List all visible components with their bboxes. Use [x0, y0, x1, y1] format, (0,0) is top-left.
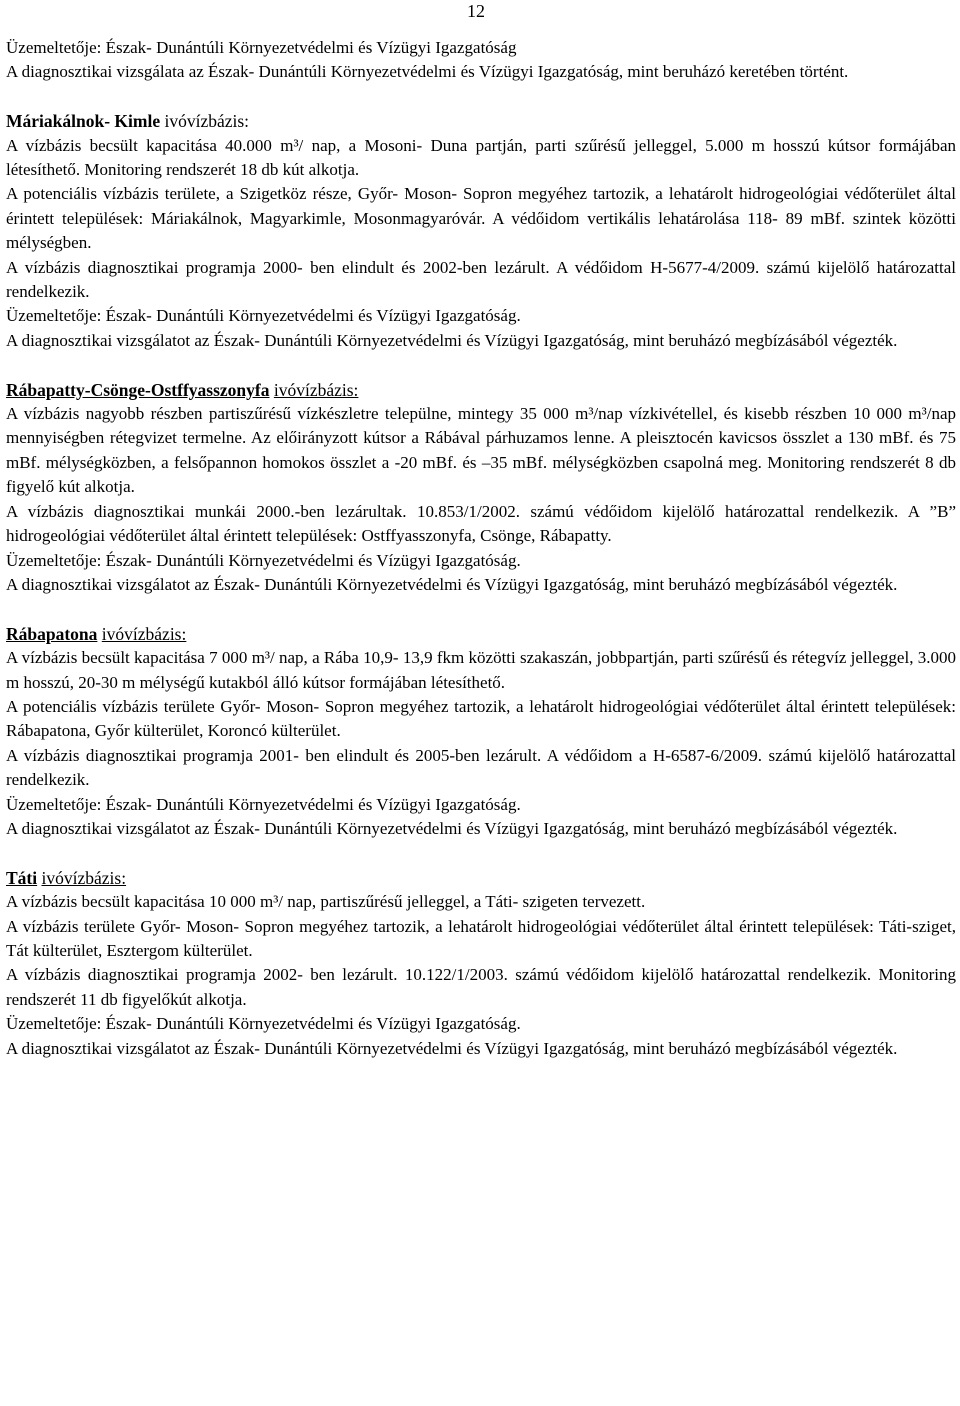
section-heading-name: Máriakálnok- Kimle	[6, 111, 161, 132]
paragraph-program: A vízbázis diagnosztikai programja 2001- ben elindult és 2005-ben lezárult. A védőidom a H-6587-6/2009. számú kijelölő határozattal rendelkezik.	[6, 745, 956, 790]
intro-section	[6, 36, 956, 85]
section-heading-kind: ivóvízbázis:	[101, 623, 187, 644]
paragraph-operator: Üzemeltetője: Észak- Dunántúli Környezetvédelmi és Vízügyi Igazgatóság.	[6, 550, 521, 570]
intro-operator: Üzemeltetője: Észak- Dunántúli Környezetvédelmi és Vízügyi Igazgatóság	[6, 38, 517, 57]
section-heading-kind: ivóvízbázis:	[41, 867, 127, 888]
spacer	[6, 85, 956, 109]
paragraph-area: A potenciális vízbázis területe Győr- Moson- Sopron megyéhez tartozik, a lehatárolt hidrogeológiai védőterület által érintett települések: Rábapatona, Győr külterület, Koroncó külterület.	[6, 696, 956, 741]
paragraph-program: A vízbázis diagnosztikai munkái 2000.-ben lezárultak. 10.853/1/2002. számú védőidom kijelölő határozattal rendelkezik. A ”B” hidrogeológiai védőterület által érintett települések: Ostffyasszonyfa, Csönge, Rábapatty.	[6, 501, 956, 546]
paragraph-operator: Üzemeltetője: Észak- Dunántúli Környezetvédelmi és Vízügyi Igazgatóság.	[6, 306, 521, 326]
page-number: 12	[467, 1, 485, 21]
paragraph-capacity: A vízbázis becsült kapacitása 10 000 m³/ nap, partiszűrésű jelleggel, a Táti- szigeten tervezett.	[6, 892, 646, 912]
paragraph-capacity: A vízbázis nagyobb részben partiszűrésű vízkészletre települne, mintegy 35 000 m³/nap vízkivétellel, és kisebb részben 10 000 m³/nap mennyiségben rétegvizet termelne. Az előirányzott kútsor a Rábával párhuzamos lenne. A pleisztocén kavicsos összlet a 130 mBf. és 75 mBf. mélységközben, a felsőpannon homokos összlet a -20 mBf. és –35 mBf. mélységközben csapolná meg. Monitoring rendszerét 8 db figyelő kút alkotja.	[6, 404, 956, 497]
section-heading	[6, 109, 956, 133]
document-body	[6, 36, 956, 1061]
paragraph-program: A vízbázis diagnosztikai programja 2002- ben lezárult. 10.122/1/2003. számú védőidom kijelölő határozattal rendelkezik. Monitoring rendszerét 11 db figyelőkút alkotja.	[6, 965, 956, 1009]
paragraph-capacity: A vízbázis becsült kapacitása 7 000 m³/ nap, a Rába 10,9- 13,9 fkm közötti szakaszán, jobbpartján, parti szűrésű és rétegvíz jelleggel, 3.000 m hosszú, 20-30 m mélységű kutakból álló kútsor formájában létesíthető.	[6, 648, 956, 692]
intro-diagnostics: A diagnosztikai vizsgálata az Észak- Dunántúli Környezetvédelmi és Vízügyi Igazgatóság, mint beruházó keretében történt.	[6, 62, 849, 82]
paragraph-operator: Üzemeltetője: Észak- Dunántúli Környezetvédelmi és Vízügyi Igazgatóság.	[6, 794, 521, 814]
section-heading-kind: ivóvízbázis:	[273, 379, 359, 400]
spacer	[6, 353, 956, 377]
section-heading-name: Rábapatty-Csönge-Ostffyasszonyfa	[6, 379, 270, 400]
paragraph-area: A potenciális vízbázis területe, a Szigetköz része, Győr- Moson- Sopron megyéhez tartozik, a lehatárolt hidrogeológiai védőterület által érintett települések: Máriakálnok, Magyarkimle, Mosonmagyaróvár. A védőidom vertikális lehatárolása 118- 89 mBf. szintek közötti mélységben.	[6, 184, 956, 253]
paragraph-diagnostics: A diagnosztikai vizsgálatot az Észak- Dunántúli Környezetvédelmi és Vízügyi Igazgatóság, mint beruházó megbízásából végezték.	[6, 330, 898, 350]
paragraph-capacity: A vízbázis becsült kapacitása 40.000 m³/ nap, a Mosoni- Duna partján, parti szűrésű jelleggel, 5.000 m hosszú kútsor formájában létesíthető. Monitoring rendszerét 18 db kút alkotja.	[6, 135, 956, 180]
section-tati	[6, 866, 956, 1061]
section-heading	[6, 866, 956, 890]
section-heading-name: Rábapatona	[6, 623, 98, 644]
spacer	[6, 597, 956, 621]
paragraph-program: A vízbázis diagnosztikai programja 2000- ben elindult és 2002-ben lezárult. A védőidom H-5677-4/2009. számú kijelölő határozattal rendelkezik.	[6, 257, 956, 302]
paragraph-diagnostics: A diagnosztikai vizsgálatot az Észak- Dunántúli Környezetvédelmi és Vízügyi Igazgatóság, mint beruházó megbízásából végezték.	[6, 574, 898, 594]
section-rabapatona	[6, 622, 956, 842]
section-rabapatty-csonge-ostffyasszonyfa	[6, 378, 956, 598]
section-heading	[6, 622, 956, 646]
paragraph-operator: Üzemeltetője: Észak- Dunántúli Környezetvédelmi és Vízügyi Igazgatóság.	[6, 1014, 521, 1034]
spacer	[6, 841, 956, 865]
paragraph-diagnostics: A diagnosztikai vizsgálatot az Észak- Dunántúli Környezetvédelmi és Vízügyi Igazgatóság, mint beruházó megbízásából végezték.	[6, 1038, 898, 1058]
paragraph-diagnostics: A diagnosztikai vizsgálatot az Észak- Dunántúli Környezetvédelmi és Vízügyi Igazgatóság, mint beruházó megbízásából végezték.	[6, 818, 898, 838]
section-mariakalnok-kimle	[6, 109, 956, 353]
section-heading	[6, 378, 956, 402]
section-heading-kind: ivóvízbázis:	[164, 111, 250, 132]
paragraph-area: A vízbázis területe Győr- Moson- Sopron megyéhez tartozik, a lehatárolt hidrogeológiai védőterület által érintett települések: Táti-sziget, Tát külterület, Esztergom külterület.	[6, 916, 956, 960]
section-heading-name: Táti	[6, 867, 38, 888]
